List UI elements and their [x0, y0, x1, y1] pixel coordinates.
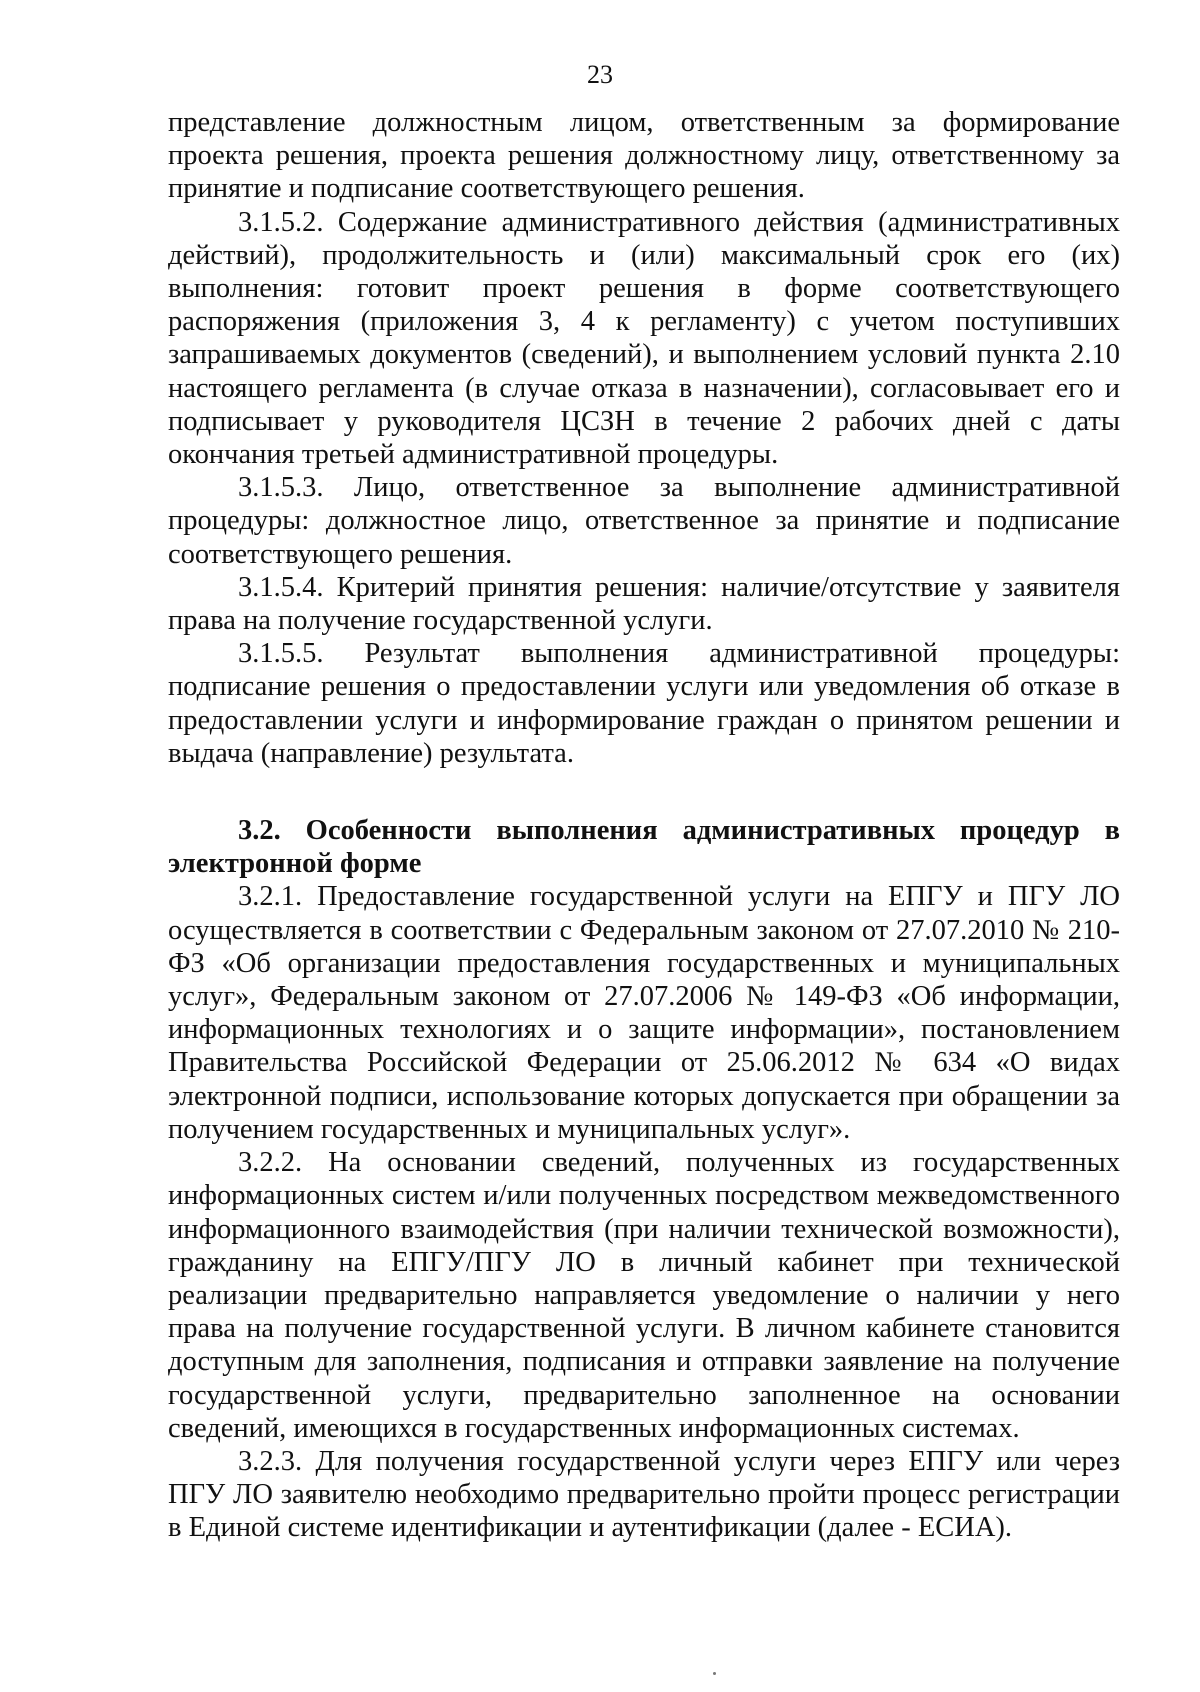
paragraph-3-2-2: 3.2.2. На основании сведений, полученных из государственных информационных систем и/или полученных посредством межведомственного информационного взаимодействия (при наличии технической возможности), гражданину на ЕПГУ/ПГУ ЛО в личный кабинет при технической реализации предварительно направляется уведомление о наличии у него права на получение государственной услуги. В личном кабинете становится доступным для заполнения, подписания и отправки заявление на получение государственной услуги, предварительно заполненное на основании сведений, имеющихся в государственных информационных системах. — [168, 1147, 1120, 1444]
paragraph-3-1-5-4: 3.1.5.4. Критерий принятия решения: наличие/отсутствие у заявителя права на получение государственной услуги. — [168, 571, 1120, 637]
paragraph-3-1-5-3: 3.1.5.3. Лицо, ответственное за выполнение административной процедуры: должностное лицо, ответственное за принятие и подписание соответствующего решения. — [168, 472, 1120, 570]
document-body — [168, 106, 1120, 1545]
scan-speck — [713, 1672, 716, 1675]
section-heading-3-2: 3.2. Особенности выполнения административных процедур в электронной форме — [168, 815, 1120, 880]
paragraph-continuation: представление должностным лицом, ответственным за формирование проекта решения, проекта решения должностному лицу, ответственному за принятие и подписание соответствующего решения. — [168, 107, 1120, 205]
paragraph-3-2-3: 3.2.3. Для получения государственной услуги через ЕПГУ или через ПГУ ЛО заявителю необходимо предварительно пройти процесс регистрации в Единой системе идентификации и аутентификации (далее - ЕСИА). — [168, 1445, 1120, 1544]
paragraph-3-1-5-5: 3.1.5.5. Результат выполнения административной процедуры: подписание решения о предоставлении услуги или уведомления об отказе в предоставлении услуги и информирование граждан о принятом решении и выдача (направление) результата. — [168, 638, 1120, 769]
paragraph-3-1-5-2: 3.1.5.2. Содержание административного действия (административных действий), продолжительность и (или) максимальный срок его (их) выполнения: готовит проект решения в форме соответствующего распоряжения (приложения 3, 4 к регламенту) с учетом поступивших запрашиваемых документов (сведений), и выполнением условий пункта 2.10 настоящего регламента (в случае отказа в назначении), согласовывает его и подписывает у руководителя ЦСЗН в течение 2 рабочих дней с даты окончания третьей административной процедуры. — [168, 206, 1120, 471]
paragraph-3-2-1: 3.2.1. Предоставление государственной услуги на ЕПГУ и ПГУ ЛО осуществляется в соответствии с Федеральным законом от 27.07.2010 № 210-ФЗ «Об организации предоставления государственных и муниципальных услуг», Федеральным законом от 27.07.2006 № 149-ФЗ «Об информации, информационных технологиях и о защите информации», постановлением Правительства Российской Федерации от 25.06.2012 № 634 «О видах электронной подписи, использование которых допускается при обращении за получением государственных и муниципальных услуг». — [168, 881, 1120, 1145]
page-number: 23 — [587, 60, 613, 89]
